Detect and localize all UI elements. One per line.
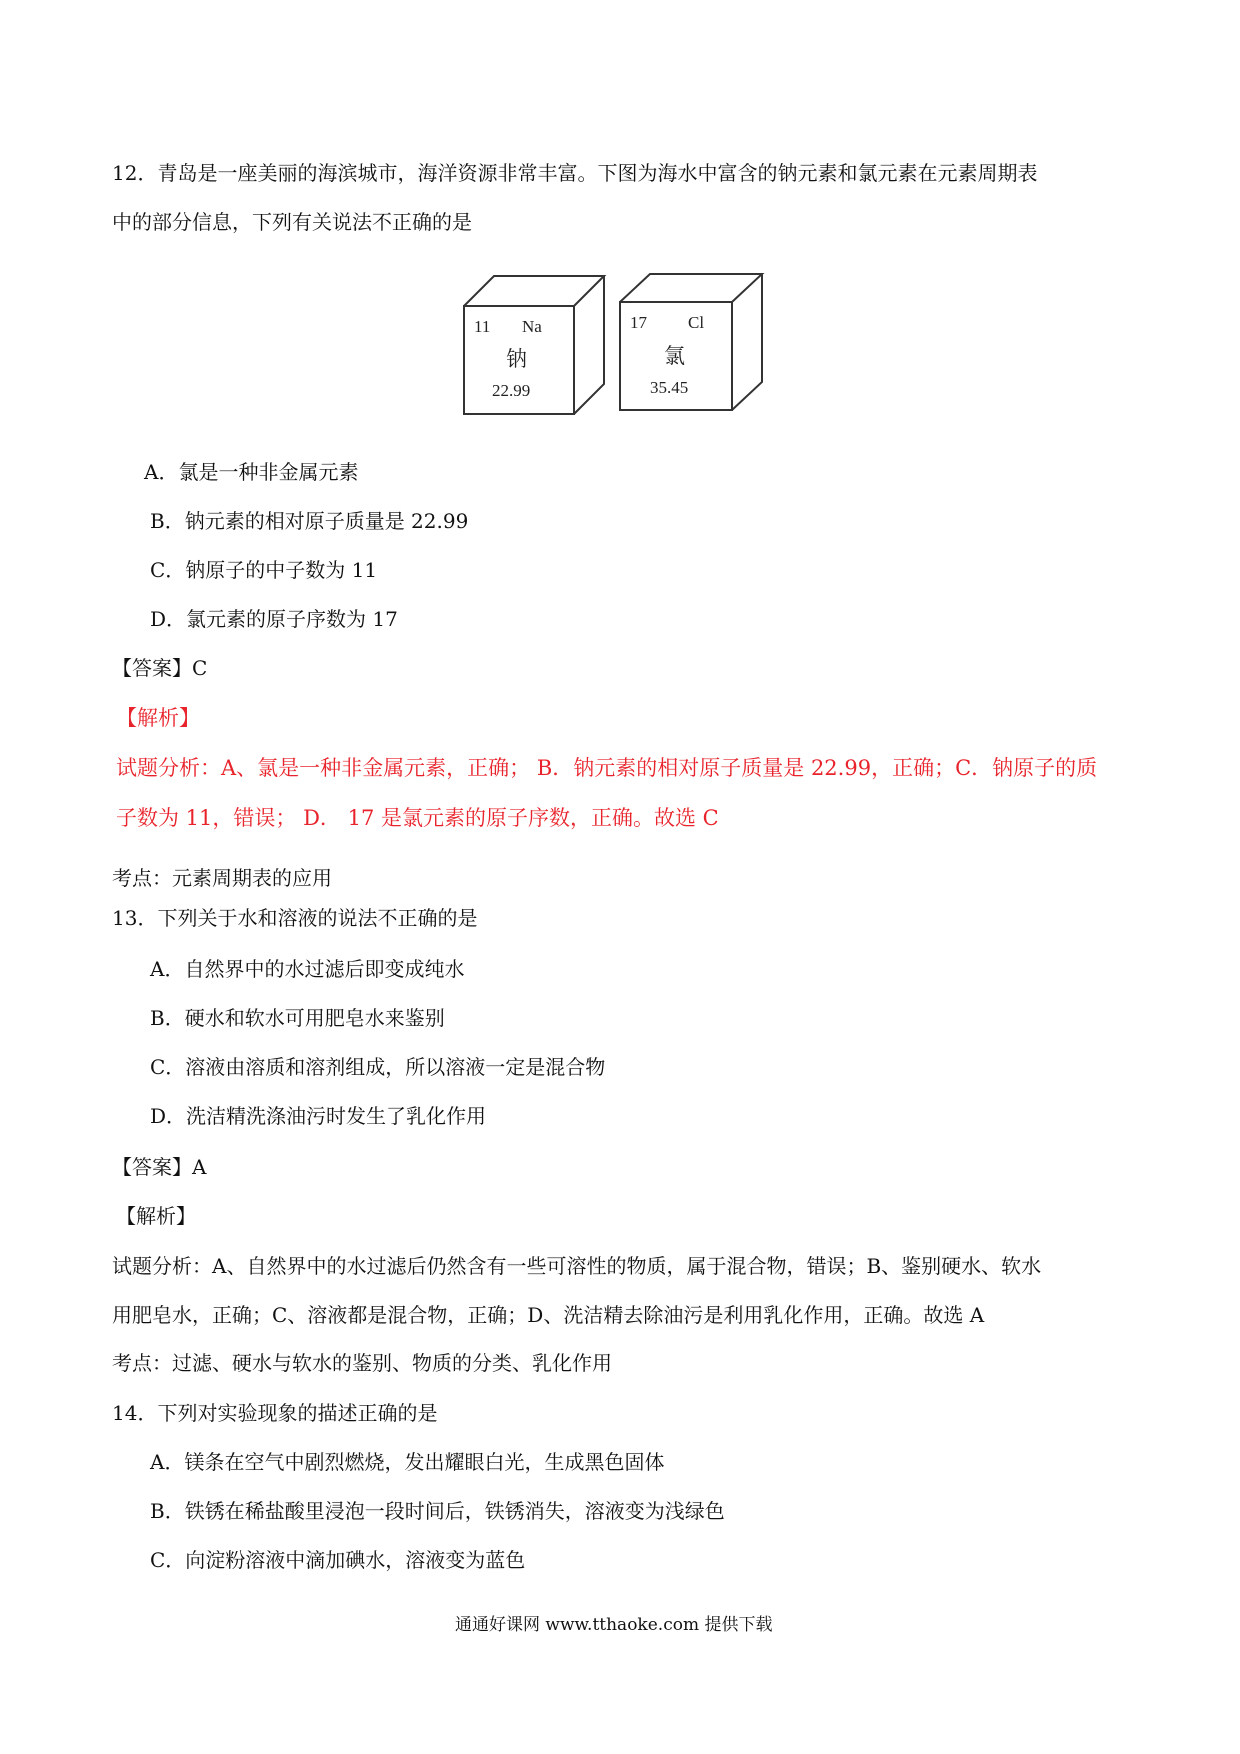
q14-option-a: A．镁条在空气中剧烈燃烧，发出耀眼白光，生成黑色固体 xyxy=(150,1450,665,1474)
q12-analysis-line1: 试题分析：A、氯是一种非金属元素，正确； B．钠元素的相对原子质量是 22.99，正确；C．钠原子的质 xyxy=(116,756,1098,780)
q12-stem-line1: 12．青岛是一座美丽的海滨城市，海洋资源非常丰富。下图为海水中富含的钠元素和氯元素在元素周期表 xyxy=(112,161,1038,185)
q13-option-d: D．洗洁精洗涤油污时发生了乳化作用 xyxy=(150,1104,487,1128)
na-atomic-mass: 22.99 xyxy=(492,381,531,400)
q13-analysis-line2: 用肥皂水，正确；C、溶液都是混合物，正确；D、洗洁精去除油污是利用乳化作用，正确。故选 A xyxy=(112,1303,985,1327)
q14-stem: 14．下列对实验现象的描述正确的是 xyxy=(112,1401,438,1425)
q12-analysis-line2: 子数为 11，错误； D． 17 是氯元素的原子序数，正确。故选 C xyxy=(116,806,719,830)
na-atomic-number: 11 xyxy=(474,317,491,336)
element-cell-na xyxy=(464,276,604,414)
q13-option-a: A．自然界中的水过滤后即变成纯水 xyxy=(150,957,465,981)
q12-analysis-title: 【解析】 xyxy=(116,706,200,730)
q12-option-b: B．钠元素的相对原子质量是 22.99 xyxy=(150,509,469,533)
cl-atomic-mass: 35.45 xyxy=(650,378,689,397)
q13-stem: 13．下列关于水和溶液的说法不正确的是 xyxy=(112,906,478,930)
q13-option-b: B．硬水和软水可用肥皂水来鉴别 xyxy=(150,1006,445,1030)
cl-atomic-number: 17 xyxy=(630,313,647,332)
q12-kaodian: 考点：元素周期表的应用 xyxy=(112,866,332,890)
q12-answer: 【答案】C xyxy=(112,656,208,680)
periodic-table-cells-figure xyxy=(460,270,780,420)
q13-option-c: C．溶液由溶质和溶剂组成，所以溶液一定是混合物 xyxy=(150,1055,606,1079)
q13-analysis-title: 【解析】 xyxy=(116,1204,196,1228)
cl-name: 氯 xyxy=(664,344,685,368)
q13-answer: 【答案】A xyxy=(112,1155,207,1179)
page-footer: 通通好课网 www.tthaoke.com 提供下载 xyxy=(455,1615,773,1635)
q12-option-d: D．氯元素的原子序数为 17 xyxy=(150,607,398,631)
element-cell-cl xyxy=(620,274,762,410)
q12-option-a: A．氯是一种非金属元素 xyxy=(144,460,359,484)
q13-kaodian: 考点：过滤、硬水与软水的鉴别、物质的分类、乳化作用 xyxy=(112,1351,612,1375)
q14-option-b: B．铁锈在稀盐酸里浸泡一段时间后，铁锈消失，溶液变为浅绿色 xyxy=(150,1499,725,1523)
na-name: 钠 xyxy=(506,347,527,371)
q12-stem-line2: 中的部分信息，下列有关说法不正确的是 xyxy=(112,210,472,234)
q12-option-c: C．钠原子的中子数为 11 xyxy=(150,558,378,582)
q14-option-c: C．向淀粉溶液中滴加碘水，溶液变为蓝色 xyxy=(150,1548,526,1572)
na-symbol: Na xyxy=(522,317,542,336)
cl-symbol: Cl xyxy=(688,313,705,332)
q13-analysis-line1: 试题分析：A、自然界中的水过滤后仍然含有一些可溶性的物质，属于混合物，错误；B、鉴别硬水、软水 xyxy=(112,1254,1042,1278)
